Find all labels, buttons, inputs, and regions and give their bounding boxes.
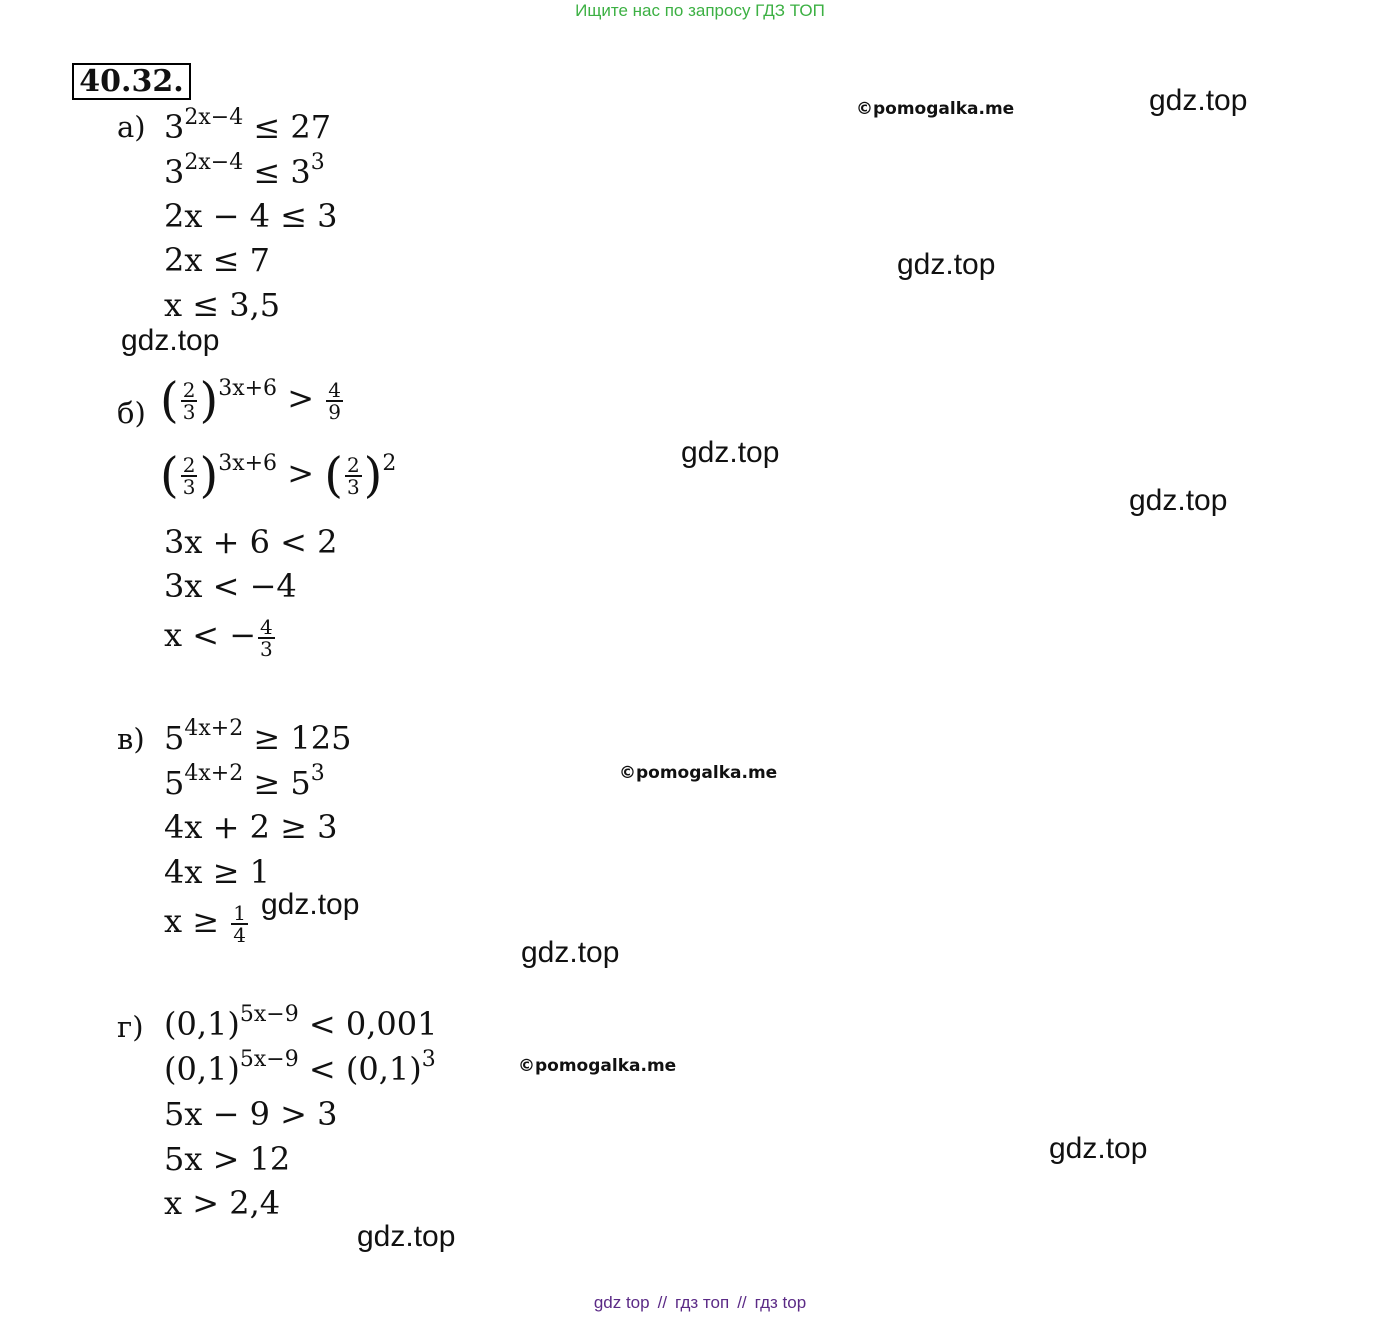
part-c-letter: в): [117, 722, 145, 756]
part-d-line-4: 5x > 12: [164, 1140, 291, 1178]
bottom-sep: //: [737, 1293, 747, 1312]
watermark-copyright: ©pomogalka.me: [619, 763, 778, 783]
watermark-gdz: gdz.top: [1149, 84, 1248, 117]
top-banner: Ищите нас по запросу ГДЗ ТОП: [575, 1, 825, 20]
part-a-line-3: 2x − 4 ≤ 3: [164, 197, 338, 235]
watermark-gdz: gdz.top: [1049, 1132, 1148, 1165]
part-b-line-5: x < − $\frac{4}{3}$: [164, 614, 273, 661]
part-d-line-1: $(0,1)^{5x-9} < 0,001$: [164, 1002, 438, 1043]
part-c-line-4: 4x ≥ 1: [164, 853, 270, 891]
bottom-link-1[interactable]: gdz top: [593, 1293, 650, 1312]
part-b-line-2: ( $\frac{2}{3}$ )$^{3x+6}$ > ( $\frac{2}{3}$ )$^2$: [160, 447, 397, 504]
part-a-line-4: 2x ≤ 7: [164, 241, 270, 279]
part-a-line-2: $3^{2x-4} \le 3^3$: [164, 150, 325, 191]
bottom-links: [0, 1293, 1400, 1313]
part-c-line-3: 4x + 2 ≥ 3: [164, 808, 338, 846]
watermark-gdz: gdz.top: [1129, 484, 1228, 517]
watermark-gdz: gdz.top: [521, 936, 620, 969]
part-d-line-2: $(0,1)^{5x-9} < (0,1)^3$: [164, 1047, 436, 1088]
bottom-link-2[interactable]: гдз топ: [675, 1293, 730, 1312]
bottom-link-3[interactable]: гдз top: [754, 1293, 807, 1312]
watermark-copyright: ©pomogalka.me: [518, 1056, 677, 1076]
part-d-letter: г): [117, 1010, 144, 1044]
part-d-line-3: 5x − 9 > 3: [164, 1095, 338, 1133]
part-b-line-1: ( $\frac{2}{3}$ )$^{3x+6}$ > $\frac{4}{9}$: [160, 372, 341, 429]
part-b-line-4: 3x < −4: [164, 567, 297, 605]
part-c-line-5: x ≥ $\frac{1}{4}$: [164, 900, 246, 947]
part-c-line-1: $5^{4x+2} \ge 125$: [164, 716, 352, 757]
watermark-gdz: gdz.top: [121, 324, 220, 357]
part-b-line-3: 3x + 6 < 2: [164, 523, 338, 561]
watermark-gdz: gdz.top: [357, 1220, 456, 1253]
problem-number: 40.32.: [72, 63, 191, 100]
part-b-letter: б): [117, 396, 146, 430]
bottom-sep: //: [657, 1293, 668, 1312]
part-a-letter: а): [117, 110, 146, 144]
watermark-gdz: gdz.top: [897, 248, 996, 281]
part-c-line-2: $5^{4x+2} \ge 5^3$: [164, 761, 325, 802]
watermark-gdz: gdz.top: [261, 888, 360, 921]
part-a-line-5: x ≤ 3,5: [164, 286, 281, 324]
part-d-line-5: x > 2,4: [164, 1184, 281, 1222]
part-a-line-1: $3^{2x-4} \le 27$: [164, 105, 332, 146]
watermark-copyright: ©pomogalka.me: [856, 99, 1015, 119]
watermark-gdz: gdz.top: [681, 436, 780, 469]
